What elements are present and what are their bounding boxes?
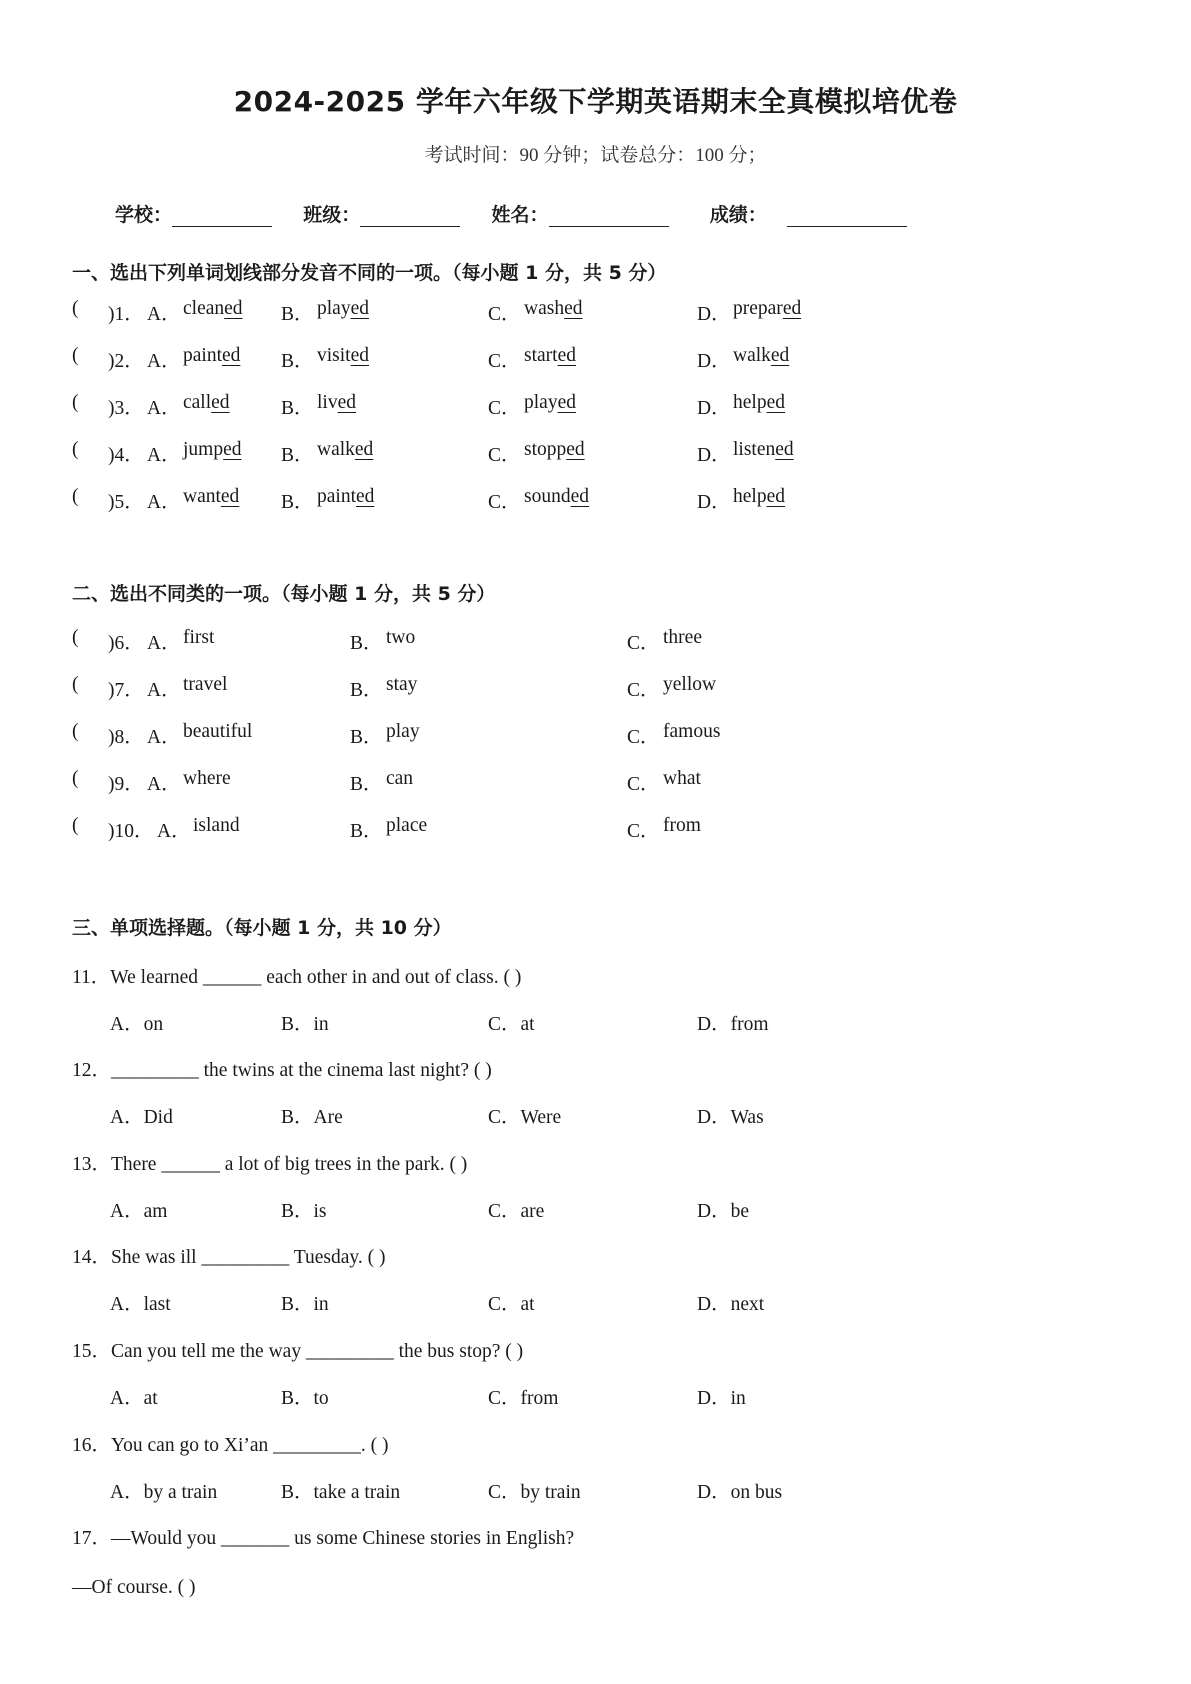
option-word[interactable] [733, 486, 785, 508]
question-row [0, 392, 1191, 422]
score-field[interactable] [787, 204, 907, 227]
name-label: 姓名： [491, 204, 549, 226]
question-text: 11．We learned ______ each other in and out of class. ( ) [72, 967, 522, 988]
option-label: A． [147, 774, 181, 795]
option-label: A． [147, 727, 181, 748]
answer-paren[interactable]: ( [72, 486, 79, 507]
option-label: B． [281, 351, 314, 372]
word-stem: wash [524, 298, 565, 319]
option-label: A． [147, 351, 181, 372]
question-row [0, 674, 1191, 704]
question-text: 13．There ______ a lot of big trees in the park. ( ) [72, 1154, 468, 1175]
answer-paren[interactable]: ( [72, 439, 79, 460]
underlined-part: ed [557, 392, 576, 413]
option-word[interactable]: three [663, 627, 702, 648]
underlined-part: ed [566, 439, 585, 460]
question-number: )6． [108, 633, 144, 654]
answer-paren[interactable]: ( [72, 674, 79, 695]
choice-option[interactable]: D．in [697, 1388, 746, 1409]
choice-option[interactable]: A．on [110, 1014, 164, 1035]
option-label: A． [147, 445, 181, 466]
choice-option[interactable]: D．be [697, 1201, 749, 1222]
school-label: 学校： [115, 204, 173, 226]
exam-subtitle: 考试时间：90 分钟；试卷总分：100 分； [424, 145, 767, 166]
answer-paren[interactable]: ( [72, 392, 79, 413]
page-title: 2024-2025 学年六年级下学期英语期末全真模拟培优卷 [233, 85, 958, 118]
question-text: 17．—Would you _______ us some Chinese stories in English? [72, 1528, 575, 1549]
word-stem: clean [183, 298, 225, 319]
option-label: C． [488, 398, 521, 419]
underlined-part: ed [337, 392, 356, 413]
question-text: 12．_________ the twins at the cinema last night? ( ) [72, 1060, 492, 1081]
question-stem [0, 1148, 1191, 1178]
underlined-part: ed [350, 298, 369, 319]
word-stem: walk [317, 439, 355, 460]
option-label: C． [627, 727, 660, 748]
options-row [0, 1382, 1191, 1412]
option-label: D． [697, 445, 731, 466]
option-word[interactable] [524, 392, 576, 414]
answer-paren[interactable]: ( [72, 768, 79, 789]
options-row [0, 1195, 1191, 1225]
option-label: C． [627, 680, 660, 701]
option-label: B． [350, 821, 383, 842]
choice-option[interactable]: B．Are [281, 1107, 343, 1128]
option-label: B． [350, 680, 383, 701]
underlined-part: ed [354, 439, 374, 460]
option-label: A． [147, 633, 181, 654]
option-word[interactable]: place [386, 815, 428, 836]
choice-option[interactable]: D．from [697, 1014, 769, 1035]
question-stem [0, 961, 1191, 991]
option-label: C． [488, 492, 521, 513]
class-label: 班级： [303, 204, 361, 226]
underlined-part: ed [557, 345, 576, 366]
option-label: C． [627, 633, 660, 654]
choice-option[interactable]: B．is [281, 1201, 327, 1222]
choice-option[interactable]: D．on bus [697, 1482, 783, 1503]
option-label: D． [697, 398, 731, 419]
choice-option[interactable]: C．are [488, 1201, 545, 1222]
question-stem [0, 1522, 1191, 1552]
option-word[interactable] [183, 345, 240, 367]
word-stem: call [183, 392, 212, 413]
choice-option[interactable]: A．at [110, 1388, 158, 1409]
answer-paren[interactable]: ( [72, 815, 79, 836]
option-label: B． [350, 774, 383, 795]
option-label: D． [697, 304, 731, 325]
word-stem: visit [317, 345, 351, 366]
option-word[interactable] [317, 486, 374, 508]
option-word[interactable] [733, 392, 785, 414]
q17-reply: —Of course. ( ) [72, 1577, 196, 1598]
question-number: )1． [108, 304, 144, 325]
answer-paren[interactable]: ( [72, 298, 79, 319]
choice-option[interactable]: C．Were [488, 1107, 562, 1128]
underlined-part: ed [766, 392, 785, 413]
word-stem: sound [524, 486, 571, 507]
question-row [0, 627, 1191, 657]
option-label: D． [697, 351, 731, 372]
question-number: )5． [108, 492, 144, 513]
option-label: A． [157, 821, 191, 842]
choice-option[interactable]: C．at [488, 1294, 535, 1315]
word-stem: liv [317, 392, 338, 413]
option-label: D． [697, 492, 731, 513]
question-stem [0, 1429, 1191, 1459]
underlined-part: ed [770, 345, 790, 366]
word-stem: prepar [733, 298, 783, 319]
word-stem: stopp [524, 439, 567, 460]
word-stem: walk [733, 345, 771, 366]
question-number: )9． [108, 774, 144, 795]
choice-option[interactable]: C．at [488, 1014, 535, 1035]
option-label: A． [147, 304, 181, 325]
option-word[interactable] [317, 298, 369, 320]
option-word[interactable]: famous [663, 721, 721, 742]
option-label: C． [627, 821, 660, 842]
option-word[interactable] [183, 298, 243, 320]
question-text: 14．She was ill _________ Tuesday. ( ) [72, 1247, 386, 1268]
underlined-part: ed [223, 439, 242, 460]
option-word[interactable]: what [663, 768, 701, 789]
question-number: )7． [108, 680, 144, 701]
score-label: 成绩： [709, 204, 767, 226]
options-row [0, 1288, 1191, 1318]
option-label: B． [350, 633, 383, 654]
option-label: C． [627, 774, 660, 795]
question-row [0, 768, 1191, 798]
choice-option[interactable]: B．to [281, 1388, 329, 1409]
option-label: A． [147, 680, 181, 701]
choice-option[interactable]: B．take a train [281, 1482, 401, 1503]
underlined-part: ed [222, 345, 241, 366]
question-row [0, 486, 1191, 516]
option-word[interactable] [183, 439, 242, 461]
word-stem: want [183, 486, 221, 507]
underlined-part: ed [766, 486, 785, 507]
question-row [0, 298, 1191, 328]
underlined-part: ed [220, 486, 240, 507]
answer-paren[interactable]: ( [72, 721, 79, 742]
school-field[interactable] [172, 204, 272, 227]
option-word[interactable]: travel [183, 674, 228, 695]
underlined-part: ed [564, 298, 583, 319]
option-label: A． [147, 398, 181, 419]
question-stem [0, 1335, 1191, 1365]
question-stem [0, 1054, 1191, 1084]
underlined-part: ed [775, 439, 794, 460]
question-row [0, 721, 1191, 751]
choice-option[interactable]: D．next [697, 1294, 765, 1315]
word-stem: paint [183, 345, 222, 366]
choice-option[interactable]: C．by train [488, 1482, 581, 1503]
options-row [0, 1476, 1191, 1506]
answer-paren[interactable]: ( [72, 345, 79, 366]
option-word[interactable] [524, 298, 582, 320]
word-stem: start [524, 345, 558, 366]
option-label: C． [488, 304, 521, 325]
underlined-part: ed [782, 298, 802, 319]
option-word[interactable]: two [386, 627, 416, 648]
word-stem: jump [183, 439, 224, 460]
option-word[interactable] [733, 298, 801, 320]
underlined-part: ed [356, 486, 375, 507]
option-label: B． [281, 304, 314, 325]
question-number: )10． [108, 821, 154, 842]
choice-option[interactable]: C．from [488, 1388, 559, 1409]
choice-option[interactable]: B．in [281, 1294, 329, 1315]
word-stem: play [524, 392, 558, 413]
option-word[interactable] [317, 345, 369, 367]
option-label: B． [281, 398, 314, 419]
option-word[interactable] [524, 439, 585, 461]
underlined-part: ed [350, 345, 369, 366]
option-word[interactable] [317, 392, 356, 414]
word-stem: help [733, 486, 767, 507]
question-number: )2． [108, 351, 144, 372]
option-label: B． [281, 445, 314, 466]
question-number: )4． [108, 445, 144, 466]
question-number: )8． [108, 727, 144, 748]
option-word[interactable]: stay [386, 674, 418, 695]
option-word[interactable]: beautiful [183, 721, 253, 742]
section3-heading: 三、单项选择题。（每小题 1 分，共 10 分） [72, 917, 452, 939]
option-word[interactable] [183, 392, 230, 414]
option-word[interactable]: yellow [663, 674, 717, 695]
choice-option[interactable]: D．Was [697, 1107, 764, 1128]
choice-option[interactable]: B．in [281, 1014, 329, 1035]
student-info-row [115, 200, 907, 230]
word-stem: play [317, 298, 351, 319]
option-label: B． [281, 492, 314, 513]
option-word[interactable]: play [386, 721, 420, 742]
option-label: B． [350, 727, 383, 748]
option-word[interactable]: island [193, 815, 240, 836]
question-row [0, 439, 1191, 469]
name-field[interactable] [549, 204, 669, 227]
question-row [0, 815, 1191, 845]
question-text: 15．Can you tell me the way _________ the bus stop? ( ) [72, 1341, 524, 1362]
option-word[interactable]: where [183, 768, 231, 789]
option-label: C． [488, 351, 521, 372]
option-word[interactable]: first [183, 627, 215, 648]
option-word[interactable] [524, 345, 576, 367]
choice-option[interactable]: A．Did [110, 1107, 173, 1128]
choice-option[interactable]: A．by a train [110, 1482, 218, 1503]
options-row [0, 1101, 1191, 1131]
section2-heading: 二、选出不同类的一项。（每小题 1 分，共 5 分） [72, 583, 496, 605]
option-label: C． [488, 445, 521, 466]
option-label: A． [147, 492, 181, 513]
section1-heading: 一、选出下列单词划线部分发音不同的一项。（每小题 1 分，共 5 分） [72, 262, 667, 284]
answer-paren[interactable]: ( [72, 627, 79, 648]
class-field[interactable] [360, 204, 460, 227]
underlined-part: ed [570, 486, 589, 507]
option-word[interactable]: can [386, 768, 414, 789]
option-word[interactable] [183, 486, 239, 508]
question-text: 16．You can go to Xi’an _________. ( ) [72, 1435, 389, 1456]
option-word[interactable] [733, 439, 794, 461]
question-row [0, 345, 1191, 375]
underlined-part: ed [224, 298, 243, 319]
option-word[interactable] [524, 486, 589, 508]
word-stem: paint [317, 486, 356, 507]
word-stem: help [733, 392, 767, 413]
word-stem: listen [733, 439, 776, 460]
option-word[interactable] [317, 439, 373, 461]
question-stem [0, 1241, 1191, 1271]
question-number: )3． [108, 398, 144, 419]
option-word[interactable] [733, 345, 789, 367]
options-row [0, 1008, 1191, 1038]
option-word[interactable]: from [663, 815, 701, 836]
underlined-part: ed [211, 392, 230, 413]
choice-option[interactable]: A．am [110, 1201, 168, 1222]
choice-option[interactable]: A．last [110, 1294, 171, 1315]
